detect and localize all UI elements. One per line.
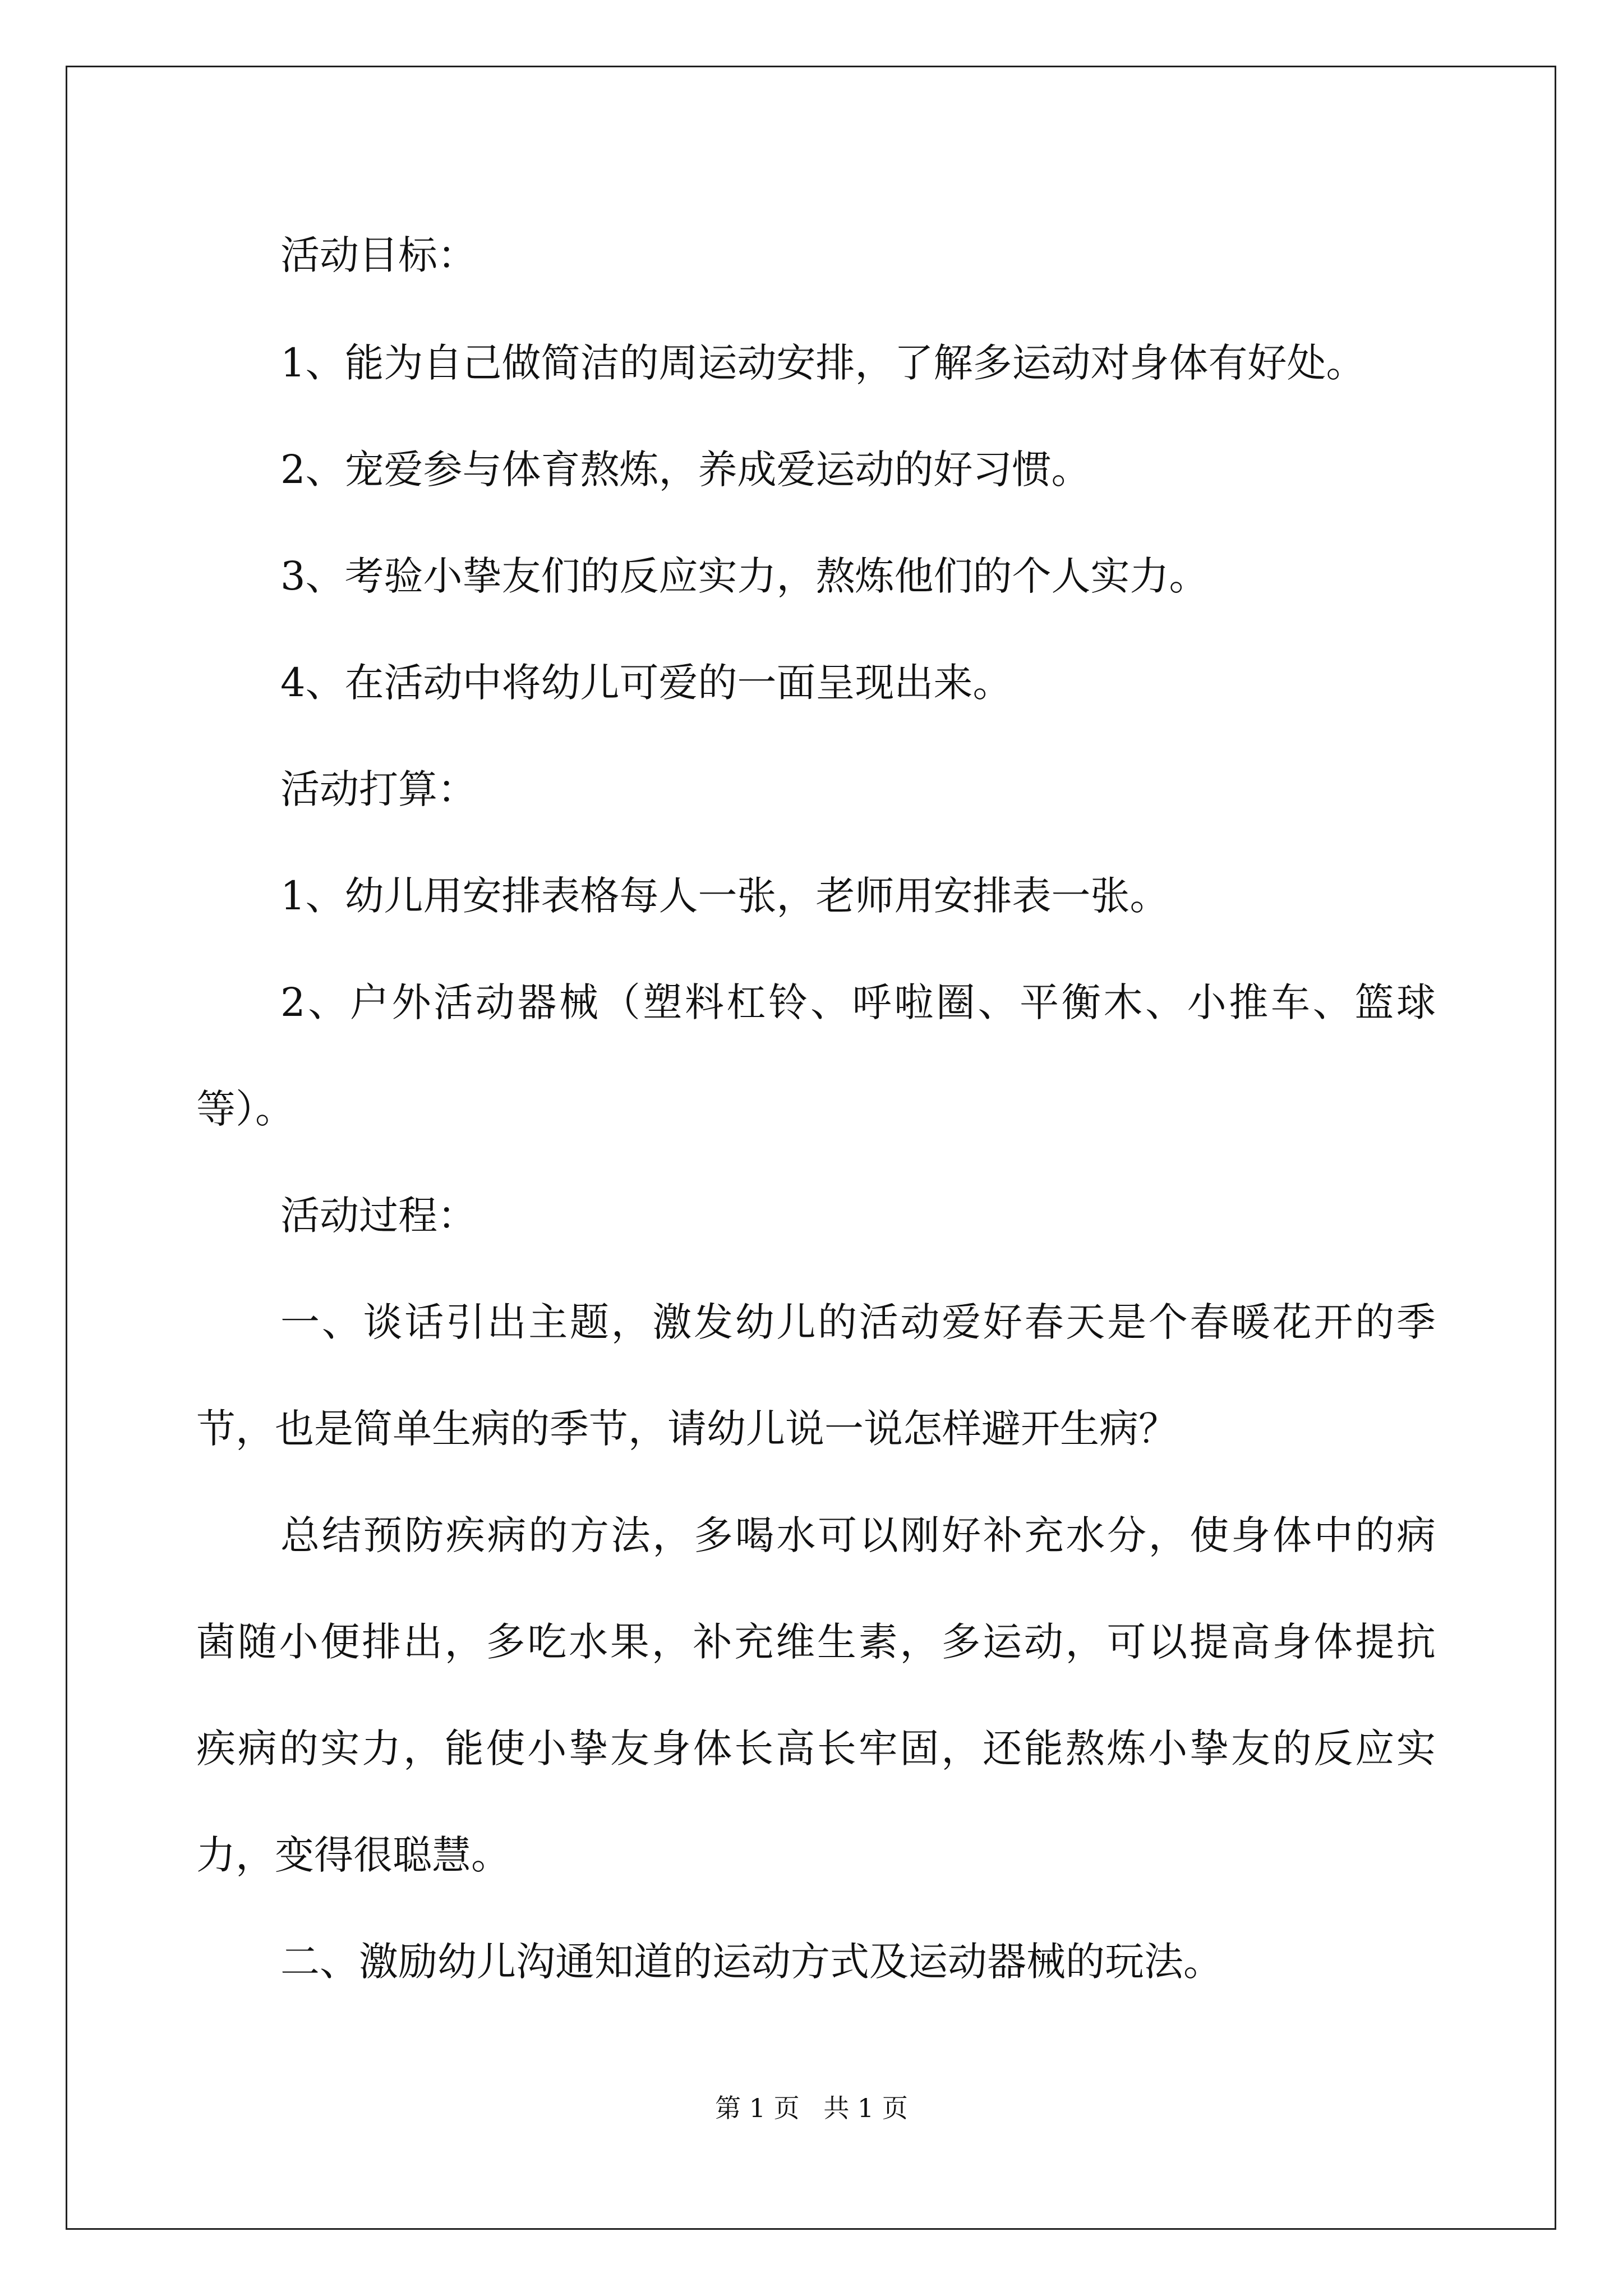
page-footer <box>0 2091 1623 2125</box>
page-number: 第 1 页 <box>715 2093 800 2123</box>
paragraph: 2、宠爱参与体育熬炼，养成爱运动的好习惯。 <box>280 447 1091 493</box>
section-heading-goals: 活动目标： <box>280 232 477 278</box>
paragraph-line: 一、谈话引出主题，激发幼儿的活动爱好春天是个春暖花开的季 <box>280 1299 1436 1345</box>
paragraph: 1、能为自己做简洁的周运动安排，了解多运动对身体有好处。 <box>280 340 1366 386</box>
paragraph: 1、幼儿用安排表格每人一张，老师用安排表一张。 <box>280 873 1169 919</box>
paragraph: 3、考验小挚友们的反应实力，熬炼他们的个人实力。 <box>280 553 1209 599</box>
section-heading-process: 活动过程： <box>280 1193 477 1239</box>
paragraph-line: 疾病的实力，能使小挚友身体长高长牢固，还能熬炼小挚友的反应实 <box>196 1726 1436 1772</box>
paragraph-line: 节，也是简单生病的季节，请幼儿说一说怎样避开生病？ <box>196 1406 1178 1452</box>
page-border <box>66 66 1556 2230</box>
section-heading-preparation: 活动打算： <box>280 766 477 812</box>
paragraph-line: 2、户外活动器械（塑料杠铃、呼啦圈、平衡木、小推车、篮球 <box>280 979 1436 1025</box>
page-total: 共 1 页 <box>823 2093 908 2123</box>
paragraph-line: 菌随小便排出，多吃水果，补充维生素，多运动，可以提高身体提抗 <box>196 1619 1436 1665</box>
paragraph-line: 总结预防疾病的方法，多喝水可以刚好补充水分，使身体中的病 <box>280 1512 1436 1558</box>
paragraph: 4、在活动中将幼儿可爱的一面呈现出来。 <box>280 660 1012 706</box>
paragraph-line: 等）。 <box>196 1086 294 1132</box>
paragraph: 二、激励幼儿沟通知道的运动方式及运动器械的玩法。 <box>280 1939 1223 1985</box>
paragraph-line: 力，变得很聪慧。 <box>196 1832 510 1878</box>
